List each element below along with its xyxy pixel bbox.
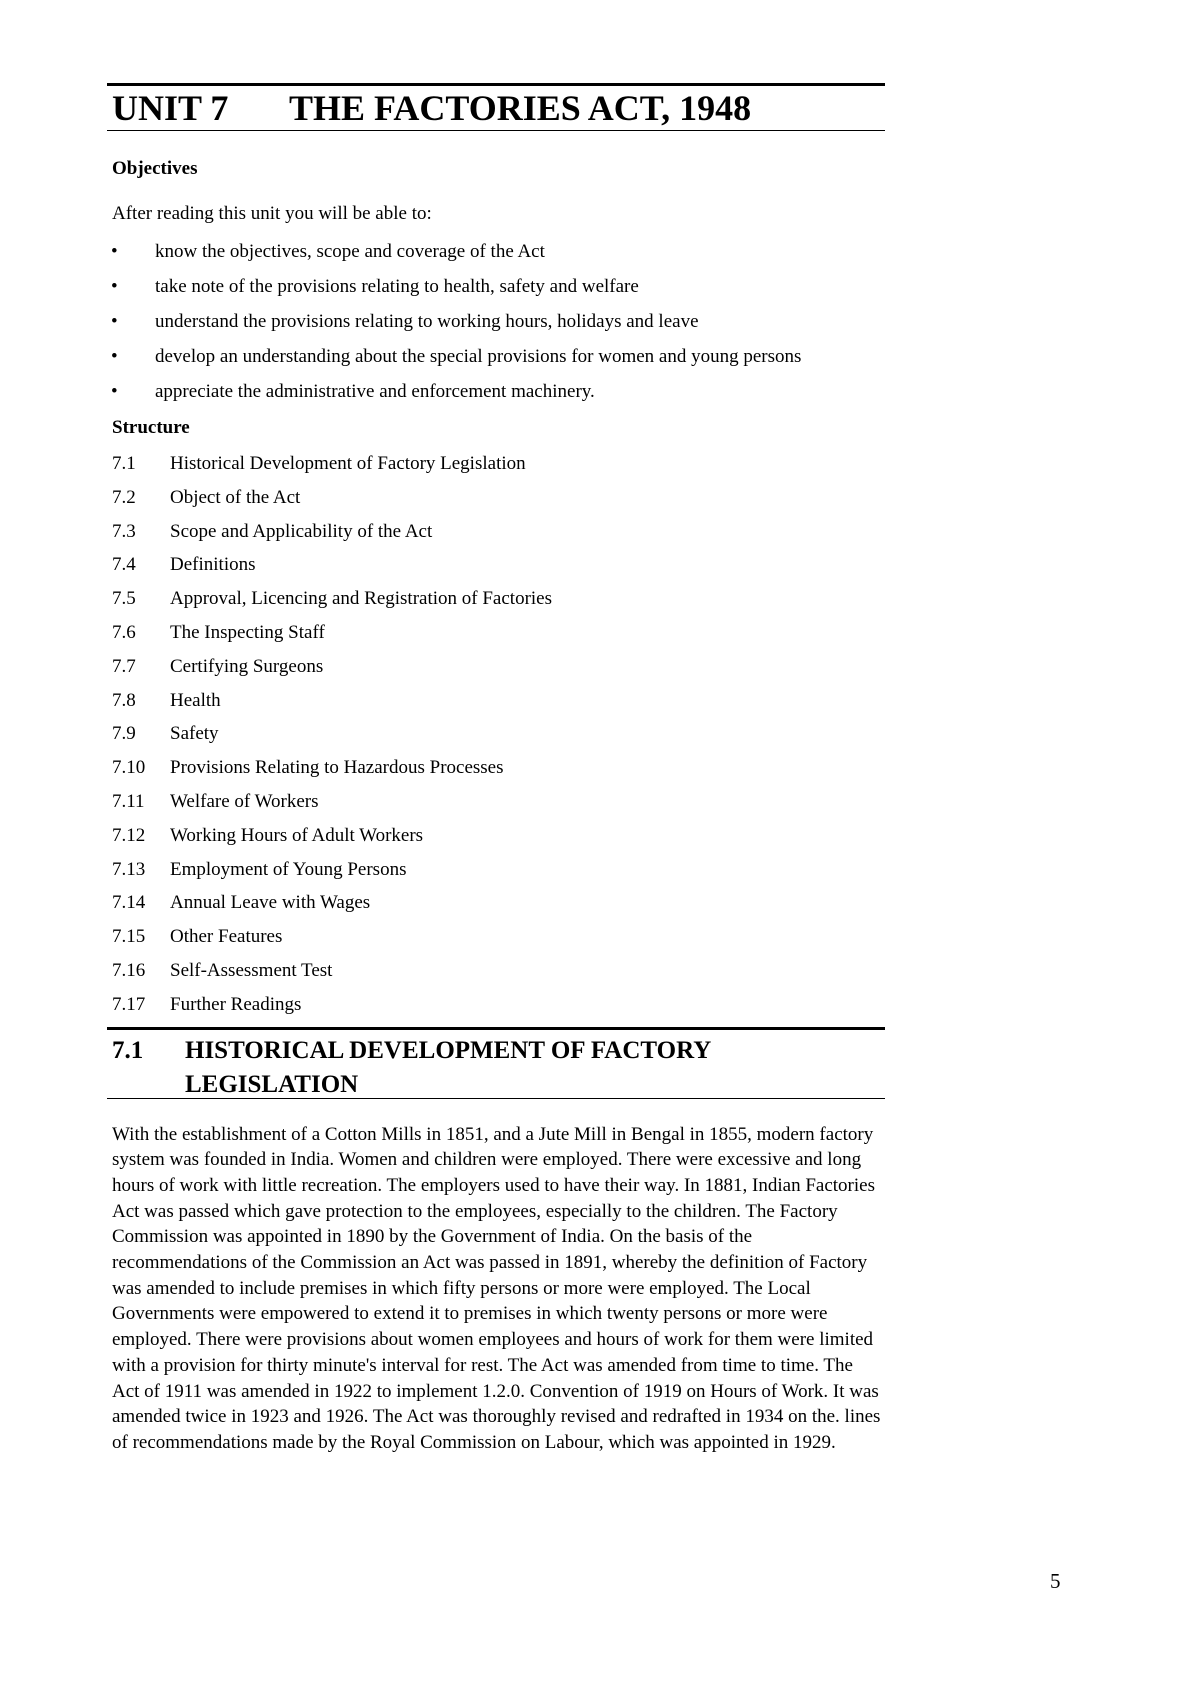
structure-item-number: 7.10 [112, 757, 146, 779]
objective-item [107, 239, 885, 265]
structure-item-title: Provisions Relating to Hazardous Processes [170, 757, 504, 779]
structure-item [107, 689, 885, 723]
structure-item-title: Safety [170, 723, 219, 745]
structure-item [107, 722, 885, 756]
structure-item-title: Health [170, 689, 221, 711]
structure-item [107, 520, 885, 554]
structure-heading: Structure [112, 417, 190, 438]
unit-header [107, 83, 885, 131]
structure-item [107, 486, 885, 520]
objective-text: know the objectives, scope and coverage of the Act [155, 241, 545, 262]
page-content [107, 83, 885, 1456]
structure-list [107, 452, 885, 1027]
objective-text: appreciate the administrative and enforcement machinery. [155, 381, 595, 402]
unit-title: THE FACTORIES ACT, 1948 [289, 88, 752, 128]
bullet-icon: • [111, 381, 118, 402]
structure-item [107, 858, 885, 892]
section-title: HISTORICAL DEVELOPMENT OF FACTORY LEGISLATION [185, 1036, 711, 1098]
structure-item-title: Self-Assessment Test [170, 959, 333, 981]
structure-item [107, 756, 885, 790]
structure-item-number: 7.6 [112, 621, 136, 643]
structure-item-title: Definitions [170, 554, 256, 576]
structure-item-title: Certifying Surgeons [170, 655, 324, 677]
bullet-icon: • [111, 311, 118, 332]
objective-item [107, 379, 885, 405]
structure-item-number: 7.9 [112, 723, 136, 745]
structure-item [107, 587, 885, 621]
bullet-icon: • [111, 276, 118, 297]
structure-item-title: Further Readings [170, 993, 302, 1015]
objective-text: develop an understanding about the special provisions for women and young persons [155, 346, 802, 367]
structure-item [107, 452, 885, 486]
structure-item-title: Other Features [170, 926, 283, 948]
structure-item-title: Scope and Applicability of the Act [170, 520, 433, 542]
structure-item-title: Historical Development of Factory Legislation [170, 453, 526, 474]
objective-text: understand the provisions relating to working hours, holidays and leave [155, 311, 699, 332]
structure-item-title: Welfare of Workers [170, 790, 319, 812]
structure-item-number: 7.3 [112, 520, 136, 542]
section-number: 7.1 [112, 1036, 144, 1064]
structure-item [107, 790, 885, 824]
structure-item [107, 621, 885, 655]
structure-item-number: 7.14 [112, 892, 146, 914]
structure-item-title: Object of the Act [170, 486, 301, 508]
structure-item-title: Approval, Licencing and Registration of Factories [170, 588, 553, 610]
objectives-list [107, 239, 885, 405]
structure-item-title: Employment of Young Persons [170, 858, 407, 880]
structure-item [107, 959, 885, 993]
structure-item [107, 824, 885, 858]
structure-item-title: Annual Leave with Wages [170, 892, 371, 914]
structure-item-number: 7.5 [112, 588, 136, 610]
structure-item-title: Working Hours of Adult Workers [170, 824, 424, 846]
structure-item-number: 7.16 [112, 959, 146, 981]
structure-item [107, 993, 885, 1027]
structure-item-number: 7.17 [112, 993, 146, 1015]
objective-item [107, 274, 885, 300]
structure-item-number: 7.2 [112, 486, 136, 508]
structure-item [107, 553, 885, 587]
structure-item [107, 655, 885, 689]
objective-item [107, 309, 885, 335]
structure-item [107, 925, 885, 959]
objective-text: take note of the provisions relating to health, safety and welfare [155, 276, 639, 297]
structure-item-number: 7.15 [112, 926, 146, 948]
section-heading [107, 1027, 885, 1099]
bullet-icon: • [111, 346, 118, 367]
structure-item [107, 891, 885, 925]
structure-item-number: 7.7 [112, 655, 136, 677]
objectives-heading: Objectives [112, 158, 198, 179]
bullet-icon: • [111, 241, 118, 262]
structure-item-number: 7.4 [112, 554, 136, 576]
structure-item-number: 7.13 [112, 858, 146, 880]
objective-item [107, 344, 885, 370]
structure-item-number: 7.8 [112, 689, 136, 711]
structure-item-number: 7.11 [112, 790, 145, 812]
structure-item-number: 7.1 [112, 453, 136, 474]
body-paragraph: With the establishment of a Cotton Mills in 1851, and a Jute Mill in Bengal in 1855, modern factory system was founded in India. Women and children were employed. There were excessive and long hours of work with little recreation. The employers used to have their way. In 1881, Indian Factories Act was passed which gave protection to the employees, especially to the children. The Factory Commission was appointed in 1890 by the Government of India. On the basis of the recommendations of the Commission an Act was passed in 1891, whereby the definition of Factory was amended to include premises in which fifty persons or more were employed. The Local Governments were empowered to extend it to premises in which twenty persons or more were employed. There were provisions about women employees and hours of work for them were limited with a provision for thirty minute's interval for rest. The Act was amended from time to time. The Act of 1911 was amended in 1922 to implement 1.2.0. Convention of 1919 on Hours of Work. It was amended twice in 1923 and 1926. The Act was thoroughly revised and redrafted in 1934 on the. lines of recommendations made by the Royal Commission on Labour, which was appointed in 1929. [112, 1123, 881, 1453]
page-number: 5 [1050, 1569, 1061, 1593]
unit-number: UNIT 7 [112, 88, 229, 128]
structure-item-number: 7.12 [112, 824, 146, 846]
objectives-intro: After reading this unit you will be able to: [112, 203, 432, 224]
structure-item-title: The Inspecting Staff [170, 621, 325, 643]
